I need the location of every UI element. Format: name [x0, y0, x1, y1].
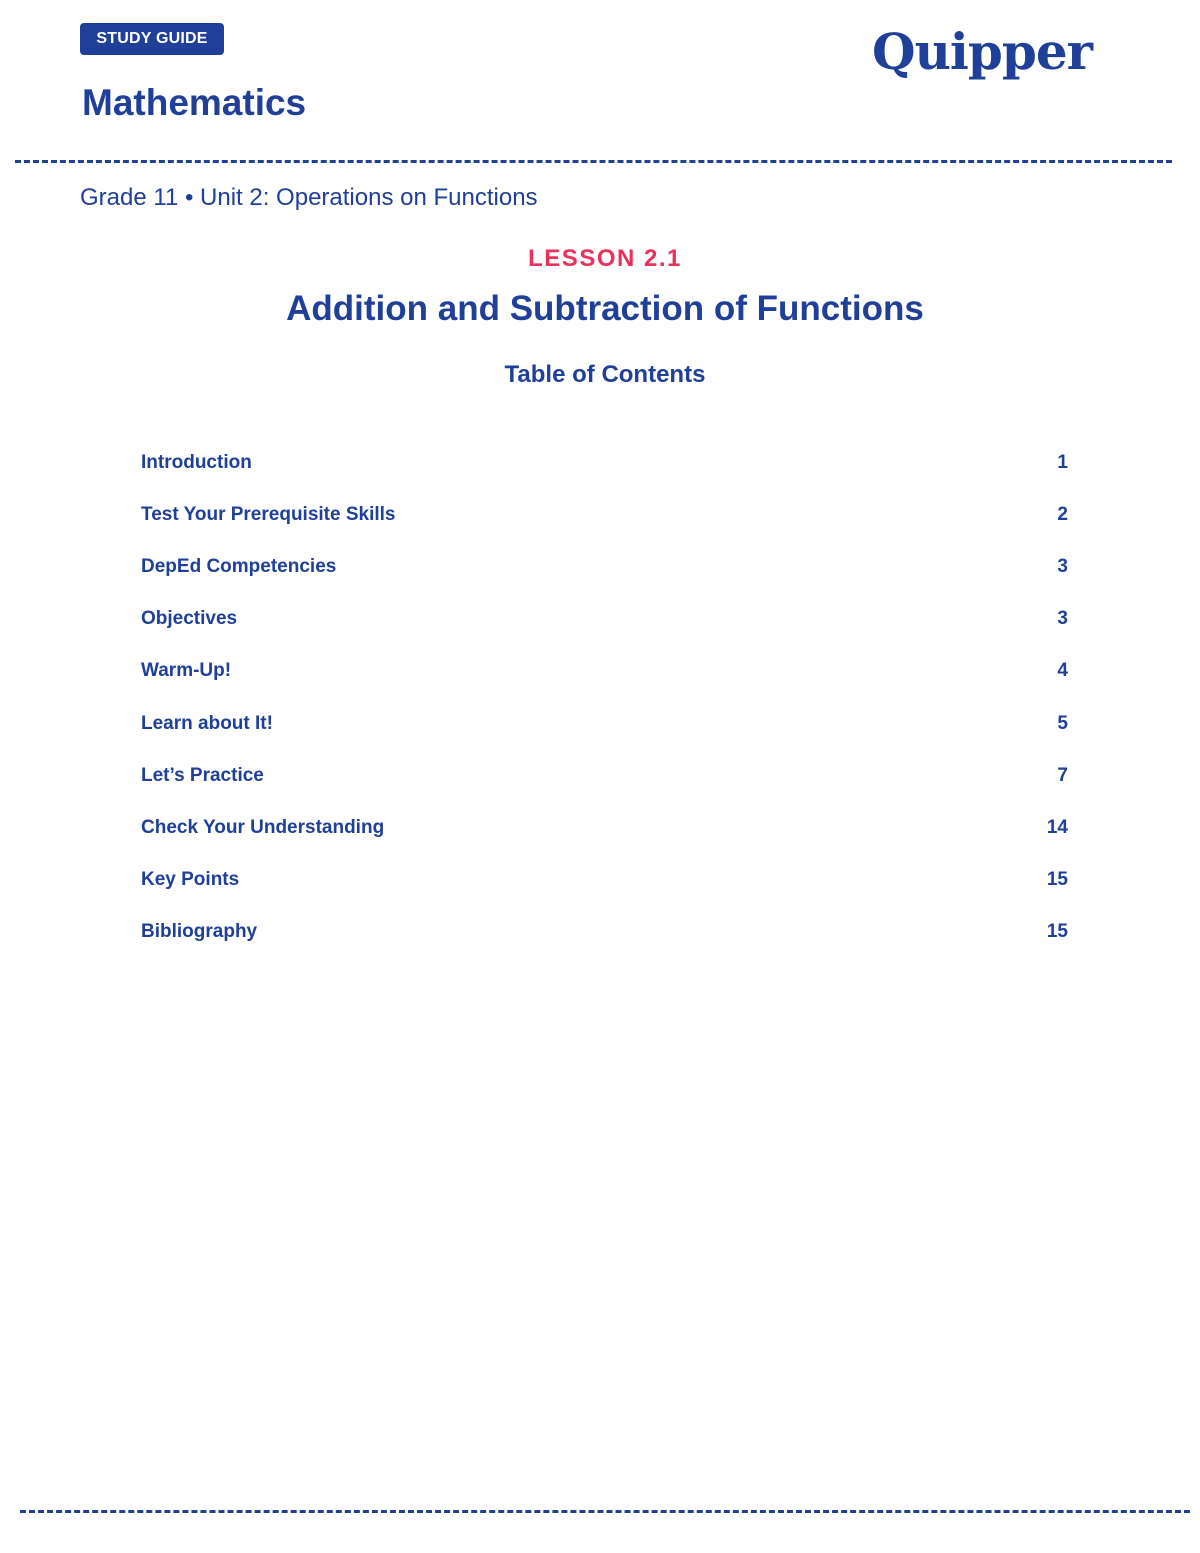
toc-entry-label[interactable]: Learn about It! [141, 712, 273, 734]
subject-title: Mathematics [82, 82, 307, 123]
toc-entry-label[interactable]: Check Your Understanding [141, 816, 385, 838]
toc-entry-introduction[interactable] [141, 437, 1068, 489]
toc-entry-key-points[interactable] [141, 854, 1068, 906]
toc-entry-page: 14 [1046, 816, 1068, 838]
toc-entry-page: 15 [1046, 920, 1068, 942]
toc-entry-check-understanding[interactable] [141, 802, 1068, 854]
quipper-logo: Quipper [872, 22, 1092, 81]
breadcrumb: Grade 11 • Unit 2: Operations on Functions [80, 184, 538, 211]
toc-entry-page: 5 [1057, 712, 1068, 734]
study-guide-badge: STUDY GUIDE [80, 23, 224, 55]
toc-entry-label[interactable]: Let’s Practice [141, 764, 264, 786]
lesson-label: LESSON 2.1 [528, 245, 682, 272]
toc-entry-page: 3 [1057, 608, 1068, 630]
toc-entry-label[interactable]: Warm-Up! [141, 660, 232, 682]
toc-entry-label[interactable]: Key Points [141, 868, 240, 890]
toc-entry-label[interactable]: Objectives [141, 608, 238, 630]
toc-entry-objectives[interactable] [141, 593, 1068, 645]
toc-entry-page: 4 [1057, 660, 1068, 682]
toc-entry-bibliography[interactable] [141, 906, 1068, 958]
toc-entry-label[interactable]: DepEd Competencies [141, 556, 337, 578]
bottom-dashed-divider [20, 1510, 1190, 1513]
toc-entry-lets-practice[interactable] [141, 750, 1068, 802]
toc-entry-label[interactable]: Bibliography [141, 920, 258, 942]
toc-entry-page: 1 [1057, 452, 1068, 474]
lesson-title: Addition and Subtraction of Functions [286, 289, 924, 328]
toc-entry-page: 3 [1057, 556, 1068, 578]
toc-entry-page: 2 [1057, 504, 1068, 526]
toc-entry-page: 15 [1046, 868, 1068, 890]
toc-entry-learn-about-it[interactable] [141, 697, 1068, 749]
top-dashed-divider [15, 160, 1172, 163]
table-of-contents [141, 437, 1068, 958]
toc-entry-deped-competencies[interactable] [141, 541, 1068, 593]
toc-entry-warm-up[interactable] [141, 645, 1068, 697]
toc-entry-prerequisite-skills[interactable] [141, 489, 1068, 541]
toc-entry-label[interactable]: Test Your Prerequisite Skills [141, 504, 396, 526]
toc-heading: Table of Contents [504, 361, 706, 388]
toc-entry-label[interactable]: Introduction [141, 452, 252, 474]
toc-entry-page: 7 [1057, 764, 1068, 786]
